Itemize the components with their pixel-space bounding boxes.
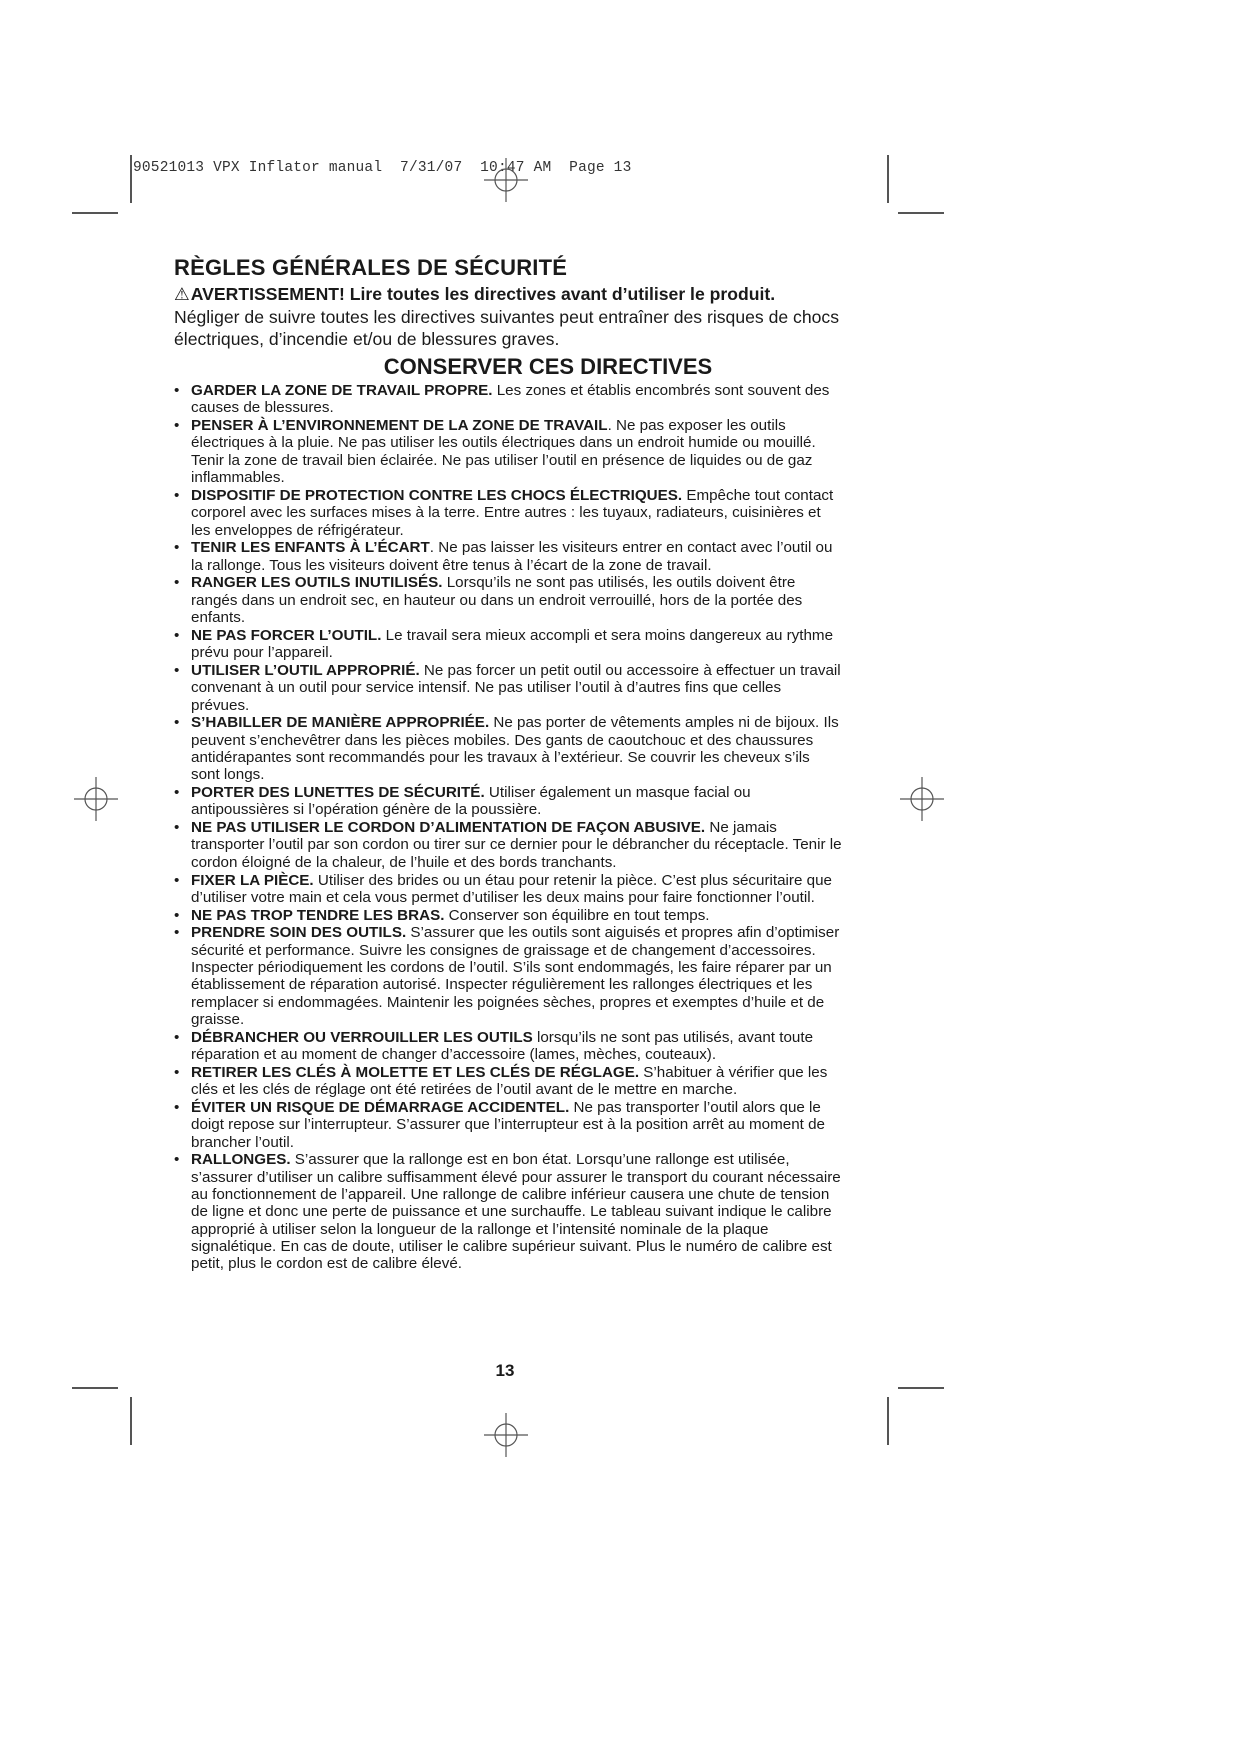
bullet-icon: • — [174, 382, 180, 399]
rule-heading: NE PAS FORCER L’OUTIL. — [191, 626, 382, 644]
rule-heading: S’HABILLER DE MANIÈRE APPROPRIÉE. — [191, 714, 490, 732]
rule-item — [174, 924, 842, 1028]
rule-text: Ne pas forcer un petit outil ou accessoire à effectuer un travail convenant à un outil pour service intensif. Ne pas utiliser l’outil à d’autres fins que celles prévues. — [191, 661, 841, 714]
rule-heading: RANGER LES OUTILS INUTILISÉS. — [191, 574, 443, 592]
rule-item — [174, 627, 842, 662]
rule-text: Les zones et établis encombrés sont souvent des causes de blessures. — [191, 382, 830, 417]
crop-mark-top-right-horizontal — [898, 212, 944, 214]
crop-mark-bottom-right-horizontal — [898, 1387, 944, 1389]
crop-mark-bottom-left-horizontal — [72, 1387, 118, 1389]
crop-mark-top-right-vertical — [887, 155, 889, 203]
rule-heading: PORTER DES LUNETTES DE SÉCURITÉ. — [191, 784, 485, 802]
rule-item — [174, 872, 842, 907]
safety-rules-section — [174, 255, 842, 1273]
printer-slug: 90521013 VPX Inflator manual 7/31/07 10:47 AM Page 13 — [133, 160, 632, 176]
bullet-icon: • — [174, 1098, 180, 1116]
rule-item — [174, 539, 842, 574]
rule-item — [174, 417, 842, 486]
bullet-icon: • — [174, 417, 180, 435]
page-number: 13 — [495, 1361, 515, 1380]
rule-item — [174, 714, 842, 783]
rule-item — [174, 1064, 842, 1099]
rule-item — [174, 1099, 842, 1151]
rule-item — [174, 907, 842, 924]
crop-mark-bottom-left-vertical — [130, 1397, 132, 1445]
rule-item — [174, 487, 842, 539]
rule-item — [174, 819, 842, 871]
rule-heading: NE PAS TROP TENDRE LES BRAS. — [191, 906, 445, 924]
crop-mark-top-left-vertical — [130, 155, 132, 203]
warning-line — [174, 283, 842, 305]
rule-text: Ne pas porter de vêtements amples ni de bijoux. Ils peuvent s’enchevêtrer dans les pièces mobiles. Des gants de caoutchouc et des chaussures antidérapantes sont recommandés pour les travaux à l’extérieur. Se couvrir les cheveux s’ils sont longs. — [191, 714, 839, 784]
section-title: RÈGLES GÉNÉRALES DE SÉCURITÉ — [174, 255, 568, 280]
bullet-icon: • — [174, 819, 180, 837]
bullet-icon: • — [174, 574, 180, 592]
rule-item — [174, 574, 842, 626]
intro-paragraph: Négliger de suivre toutes les directives suivantes peut entraîner des risques de chocs électriques, d’incendie et/ou de blessures graves. — [174, 307, 840, 349]
rule-heading: DISPOSITIF DE PROTECTION CONTRE LES CHOCS ÉLECTRIQUES. — [191, 486, 683, 504]
rule-heading: FIXER LA PIÈCE. — [191, 871, 314, 889]
bullet-icon: • — [174, 1063, 180, 1081]
rule-text: S’habituer à vérifier que les clés et les clés de réglage ont été retirées de l’outil avant de le mettre en marche. — [191, 1063, 828, 1099]
rule-item — [174, 1151, 842, 1272]
rule-heading: RETIRER LES CLÉS À MOLETTE ET LES CLÉS DE RÉGLAGE. — [191, 1063, 640, 1081]
rule-text: Utiliser également un masque facial ou antipoussières si l’opération génère de la poussière. — [191, 784, 751, 819]
registration-mark-right — [900, 777, 944, 821]
registration-mark-bottom — [484, 1413, 528, 1457]
rule-text: . Ne pas exposer les outils électriques à la pluie. Ne pas utiliser les outils électriques dans un endroit humide ou mouillé. Tenir la zone de travail bien éclairée. Ne pas utiliser l’outil en présence de liquides ou de gaz inflammables. — [191, 417, 816, 487]
bullet-icon: • — [174, 626, 180, 644]
rule-text: Conserver son équilibre en tout temps. — [444, 906, 710, 924]
rule-heading: PRENDRE SOIN DES OUTILS. — [191, 924, 407, 942]
bullet-icon: • — [174, 784, 180, 802]
rule-text: S’assurer que la rallonge est en bon état. Lorsqu’une rallonge est utilisée, s’assurer d’utiliser un calibre suffisamment élevé pour assurer le transport du courant nécessaire au fonctionnement de l’appareil. Une rallonge de calibre inférieur causera une chute de tension de ligne et donc une perte de puissance et une surchauffe. Le tableau suivant indique le calibre approprié à utiliser selon la longueur de la rallonge et l’intensité nominale de la plaque signalétique. En cas de doute, utiliser le calibre supérieur suivant. Plus le numéro de calibre est petit, plus le cordon est de calibre élevé. — [191, 1151, 841, 1273]
bullet-icon: • — [174, 924, 180, 942]
bullet-icon: • — [174, 714, 180, 732]
bullet-icon: • — [174, 539, 180, 557]
rule-heading: GARDER LA ZONE DE TRAVAIL PROPRE. — [191, 382, 493, 399]
bullet-icon: • — [174, 661, 180, 679]
rule-item — [174, 382, 842, 417]
rule-heading: DÉBRANCHER OU VERROUILLER LES OUTILS — [191, 1028, 533, 1046]
bullet-icon: • — [174, 906, 180, 924]
rules-list — [174, 382, 842, 1273]
rule-heading: NE PAS UTILISER LE CORDON D’ALIMENTATION DE FAÇON ABUSIVE. — [191, 819, 706, 837]
bullet-icon: • — [174, 871, 180, 889]
rule-text: Ne pas transporter l’outil alors que le doigt repose sur l’interrupteur. S’assurer que l’interrupteur est à la position arrêt au moment de brancher l’outil. — [191, 1098, 825, 1151]
rule-text: Empêche tout contact corporel avec les surfaces mises à la terre. Entre autres : les tuyaux, radiateurs, cuisinières et les enveloppes de réfrigérateur. — [191, 486, 834, 539]
bullet-icon: • — [174, 1028, 180, 1046]
registration-mark-left — [74, 777, 118, 821]
rule-heading: UTILISER L’OUTIL APPROPRIÉ. — [191, 661, 420, 679]
rule-text: S’assurer que les outils sont aiguisés et propres afin d’optimiser sécurité et performance. Suivre les consignes de graissage et de changement d’accessoires. Inspecter périodiquement les cordons de l’outil. S’ils sont endommagés, les faire réparer par un établissement de réparation autorisé. Inspecter régulièrement les rallonges électriques et les remplacer si endommagées. Maintenir les poignées sèches, propres et exemptes d’huile et de graisse. — [191, 924, 840, 1029]
section-subtitle: CONSERVER CES DIRECTIVES — [383, 354, 713, 379]
registration-mark-top — [484, 158, 528, 202]
rule-heading: RALLONGES. — [191, 1151, 291, 1169]
bullet-icon: • — [174, 486, 180, 504]
warning-text: AVERTISSEMENT! Lire toutes les directives avant d’utiliser le produit. — [190, 284, 776, 304]
rule-text: Lorsqu’ils ne sont pas utilisés, les outils doivent être rangés dans un endroit sec, en hauteur ou dans un endroit verrouillé, hors de la portée des enfants. — [191, 574, 803, 627]
crop-mark-top-left-horizontal — [72, 212, 118, 214]
rule-text: Le travail sera mieux accompli et sera moins dangereux au rythme prévu pour l’appareil. — [191, 626, 834, 662]
rule-heading: PENSER À L’ENVIRONNEMENT DE LA ZONE DE TRAVAIL — [191, 417, 608, 435]
rule-item — [174, 662, 842, 714]
rule-text: lorsqu’ils ne sont pas utilisés, avant toute réparation et au moment de changer d’accessoire (lames, mèches, couteaux). — [191, 1028, 814, 1064]
rule-text: Utiliser des brides ou un étau pour retenir la pièce. C’est plus sécuritaire que d’utiliser votre main et cela vous permet d’utiliser les deux mains pour faire fonctionner l’outil. — [191, 871, 832, 906]
rule-item — [174, 784, 842, 819]
rule-item — [174, 1029, 842, 1064]
warning-triangle-icon: ⚠ — [174, 284, 190, 304]
rule-heading: TENIR LES ENFANTS À L’ÉCART — [191, 539, 430, 557]
bullet-icon: • — [174, 1151, 180, 1169]
crop-mark-bottom-right-vertical — [887, 1397, 889, 1445]
rule-text: . Ne pas laisser les visiteurs entrer en contact avec l’outil ou la rallonge. Tous les visiteurs doivent être tenus à l’écart de la zone de travail. — [191, 539, 833, 574]
rule-text: Ne jamais transporter l’outil par son cordon ou tirer sur ce dernier pour le débrancher du réceptacle. Tenir le cordon éloigné de la chaleur, de l’huile et des bords tranchants. — [191, 819, 842, 871]
rule-heading: ÉVITER UN RISQUE DE DÉMARRAGE ACCIDENTEL. — [191, 1098, 570, 1116]
